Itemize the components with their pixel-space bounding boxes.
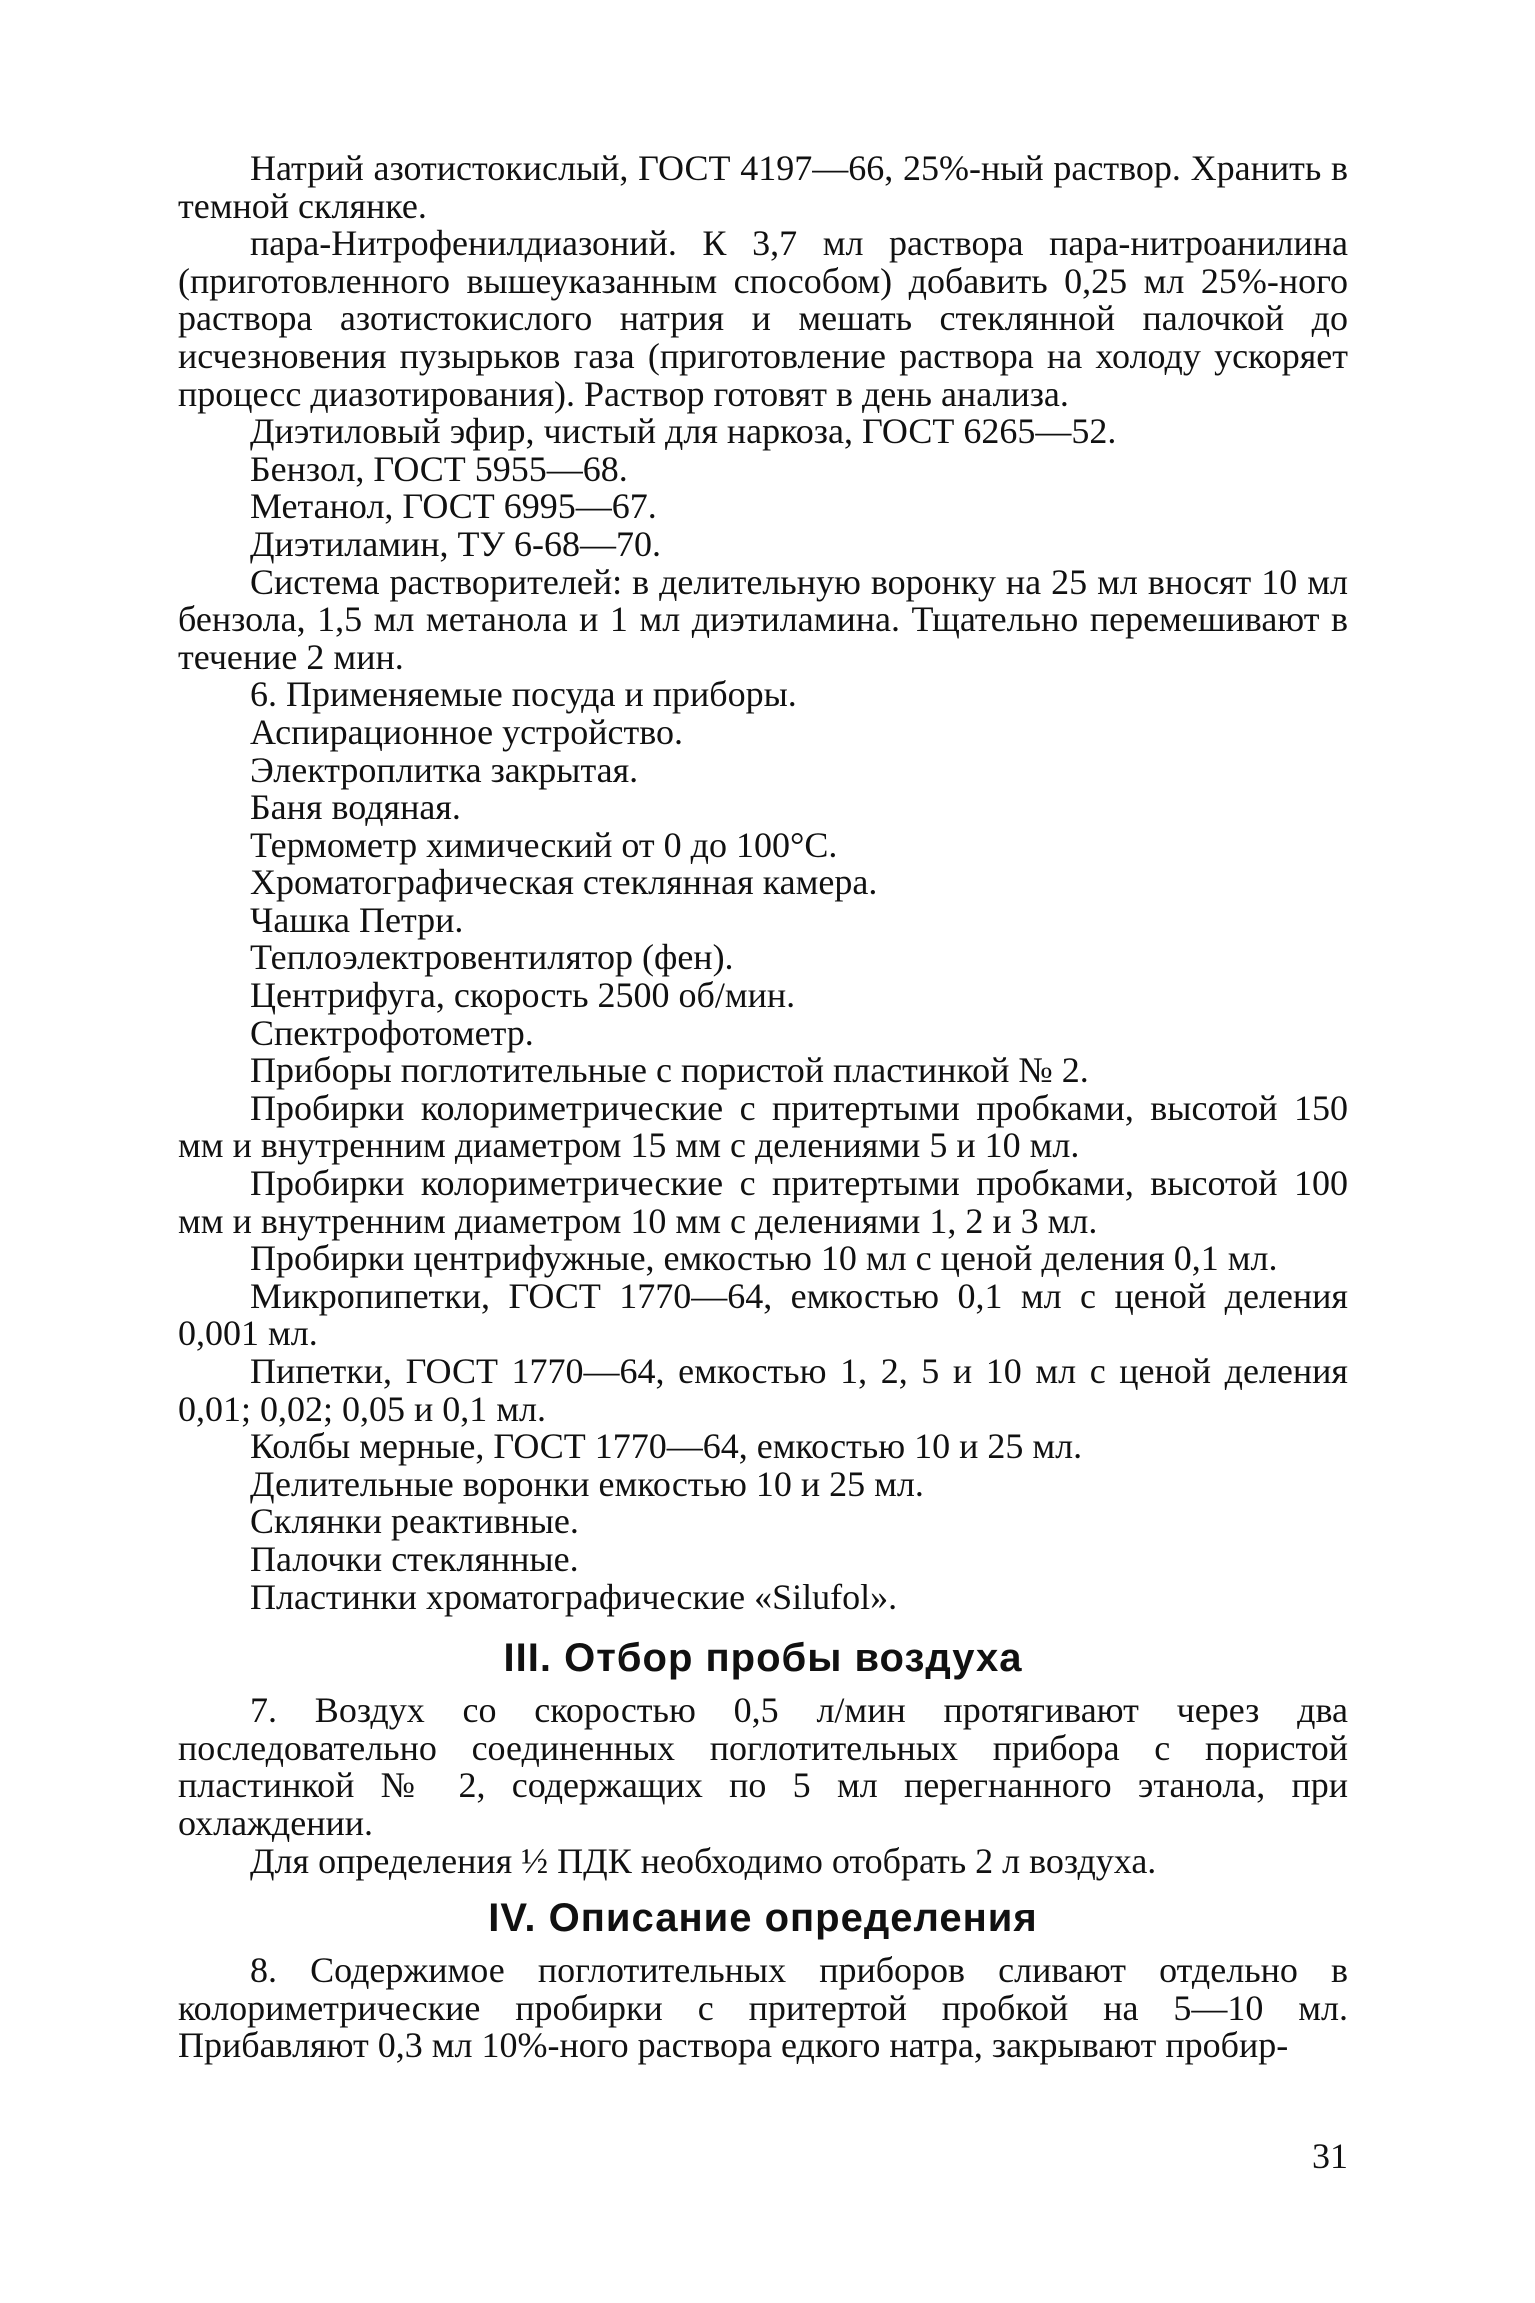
paragraph-air-volume: Для определения ½ ПДК необходимо отобрать 2 л воздуха.	[250, 1840, 1157, 1881]
list-item-reagent: Диэтиловый эфир, чистый для наркоза, ГОСТ 6265—52.	[250, 411, 1117, 452]
list-item-equipment: Электроплитка закрытая.	[250, 749, 639, 790]
paragraph-equipment: Пробирки колориметрические с притертыми пробками, высотой 150 мм и внутренним диаметром 15 мм с делениями 5 и 10 мл.	[178, 1087, 1348, 1166]
section-heading-procedure: IV. Описание определения	[488, 1896, 1038, 1941]
list-item-equipment: Хроматографическая стеклянная камера.	[250, 862, 878, 903]
list-item-equipment: Термометр химический от 0 до 100°С.	[250, 824, 838, 865]
list-item-equipment: Пластинки хроматографические «Silufol».	[250, 1576, 898, 1617]
paragraph-sodium-nitrite: Натрий азотистокислый, ГОСТ 4197—66, 25%-ный раствор. Хранить в темной склянке.	[178, 148, 1348, 226]
paragraph-procedure: 8. Содержимое поглотительных приборов сливают отдельно в колориметрические пробирки с притертой пробкой на 5—10 мл. Прибавляют 0,3 мл 10%-ного раствора едкого натра, закрывают пробир-	[178, 1950, 1348, 2066]
list-item-equipment: Делительные воронки емкостью 10 и 25 мл.	[250, 1463, 924, 1504]
equipment-section-title: 6. Применяемые посуда и приборы.	[250, 674, 797, 715]
list-item-equipment: Баня водяная.	[250, 787, 461, 828]
paragraph-equipment: Пробирки центрифужные, емкостью 10 мл с ценой деления 0,1 мл.	[250, 1238, 1278, 1279]
list-item-equipment: Аспирационное устройство.	[250, 711, 683, 752]
list-item-equipment: Склянки реактивные.	[250, 1501, 579, 1542]
list-item-equipment: Спектрофотометр.	[250, 1012, 534, 1053]
paragraph-solvent-system: Система растворителей: в делительную воронку на 25 мл вносят 10 мл бензола, 1,5 мл метанола и 1 мл диэтиламина. Тщательно перемешивают в течение 2 мин.	[178, 561, 1348, 677]
list-item-equipment: Центрифуга, скорость 2500 об/мин.	[250, 975, 796, 1016]
list-item-reagent: Метанол, ГОСТ 6995—67.	[250, 486, 657, 527]
list-item-equipment: Чашка Петри.	[250, 899, 464, 940]
paragraph-equipment: Пробирки колориметрические с притертыми пробками, высотой 100 мм и внутренним диаметром 10 мм с делениями 1, 2 и 3 мл.	[178, 1163, 1348, 1241]
list-item-equipment: Приборы поглотительные с пористой пластинкой № 2.	[250, 1050, 1089, 1091]
list-item-equipment: Теплоэлектровентилятор (фен).	[250, 937, 734, 978]
list-item-equipment: Палочки стеклянные.	[250, 1538, 579, 1579]
paragraph-nitrophenyldiazonium: пара-Нитрофенилдиазоний. К 3,7 мл раствора пара-нитроанилина (приготовленного вышеуказанным способом) добавить 0,25 мл 25%-ного раствора азотистокислого натрия и мешать стеклянной палочкой до исчезновения пузырьков газа (приготовление раствора на холоду ускоряет процесс диазотирования). Раствор готовят в день анализа.	[178, 223, 1348, 414]
list-item-equipment: Колбы мерные, ГОСТ 1770—64, емкостью 10 и 25 мл.	[250, 1426, 1083, 1467]
document-page	[178, 150, 1348, 2065]
page-number: 31	[1312, 2136, 1348, 2176]
list-item-reagent: Бензол, ГОСТ 5955—68.	[250, 448, 628, 489]
paragraph-air-sampling: 7. Воздух со скоростью 0,5 л/мин протягивают через два последовательно соединенных поглотительных прибора с пористой пластинкой № 2, содержащих по 5 мл перегнанного этанола, при охлаждении.	[178, 1690, 1348, 1843]
paragraph-equipment: Микропипетки, ГОСТ 1770—64, емкостью 0,1 мл с ценой деления 0,001 мл.	[178, 1275, 1348, 1354]
list-item-reagent: Диэтиламин, ТУ 6-68—70.	[250, 523, 661, 564]
paragraph-equipment: Пипетки, ГОСТ 1770—64, емкостью 1, 2, 5 и 10 мл с ценой деления 0,01; 0,02; 0,05 и 0,1 мл.	[178, 1351, 1348, 1429]
section-heading-air-sampling: III. Отбор пробы воздуха	[503, 1636, 1023, 1681]
